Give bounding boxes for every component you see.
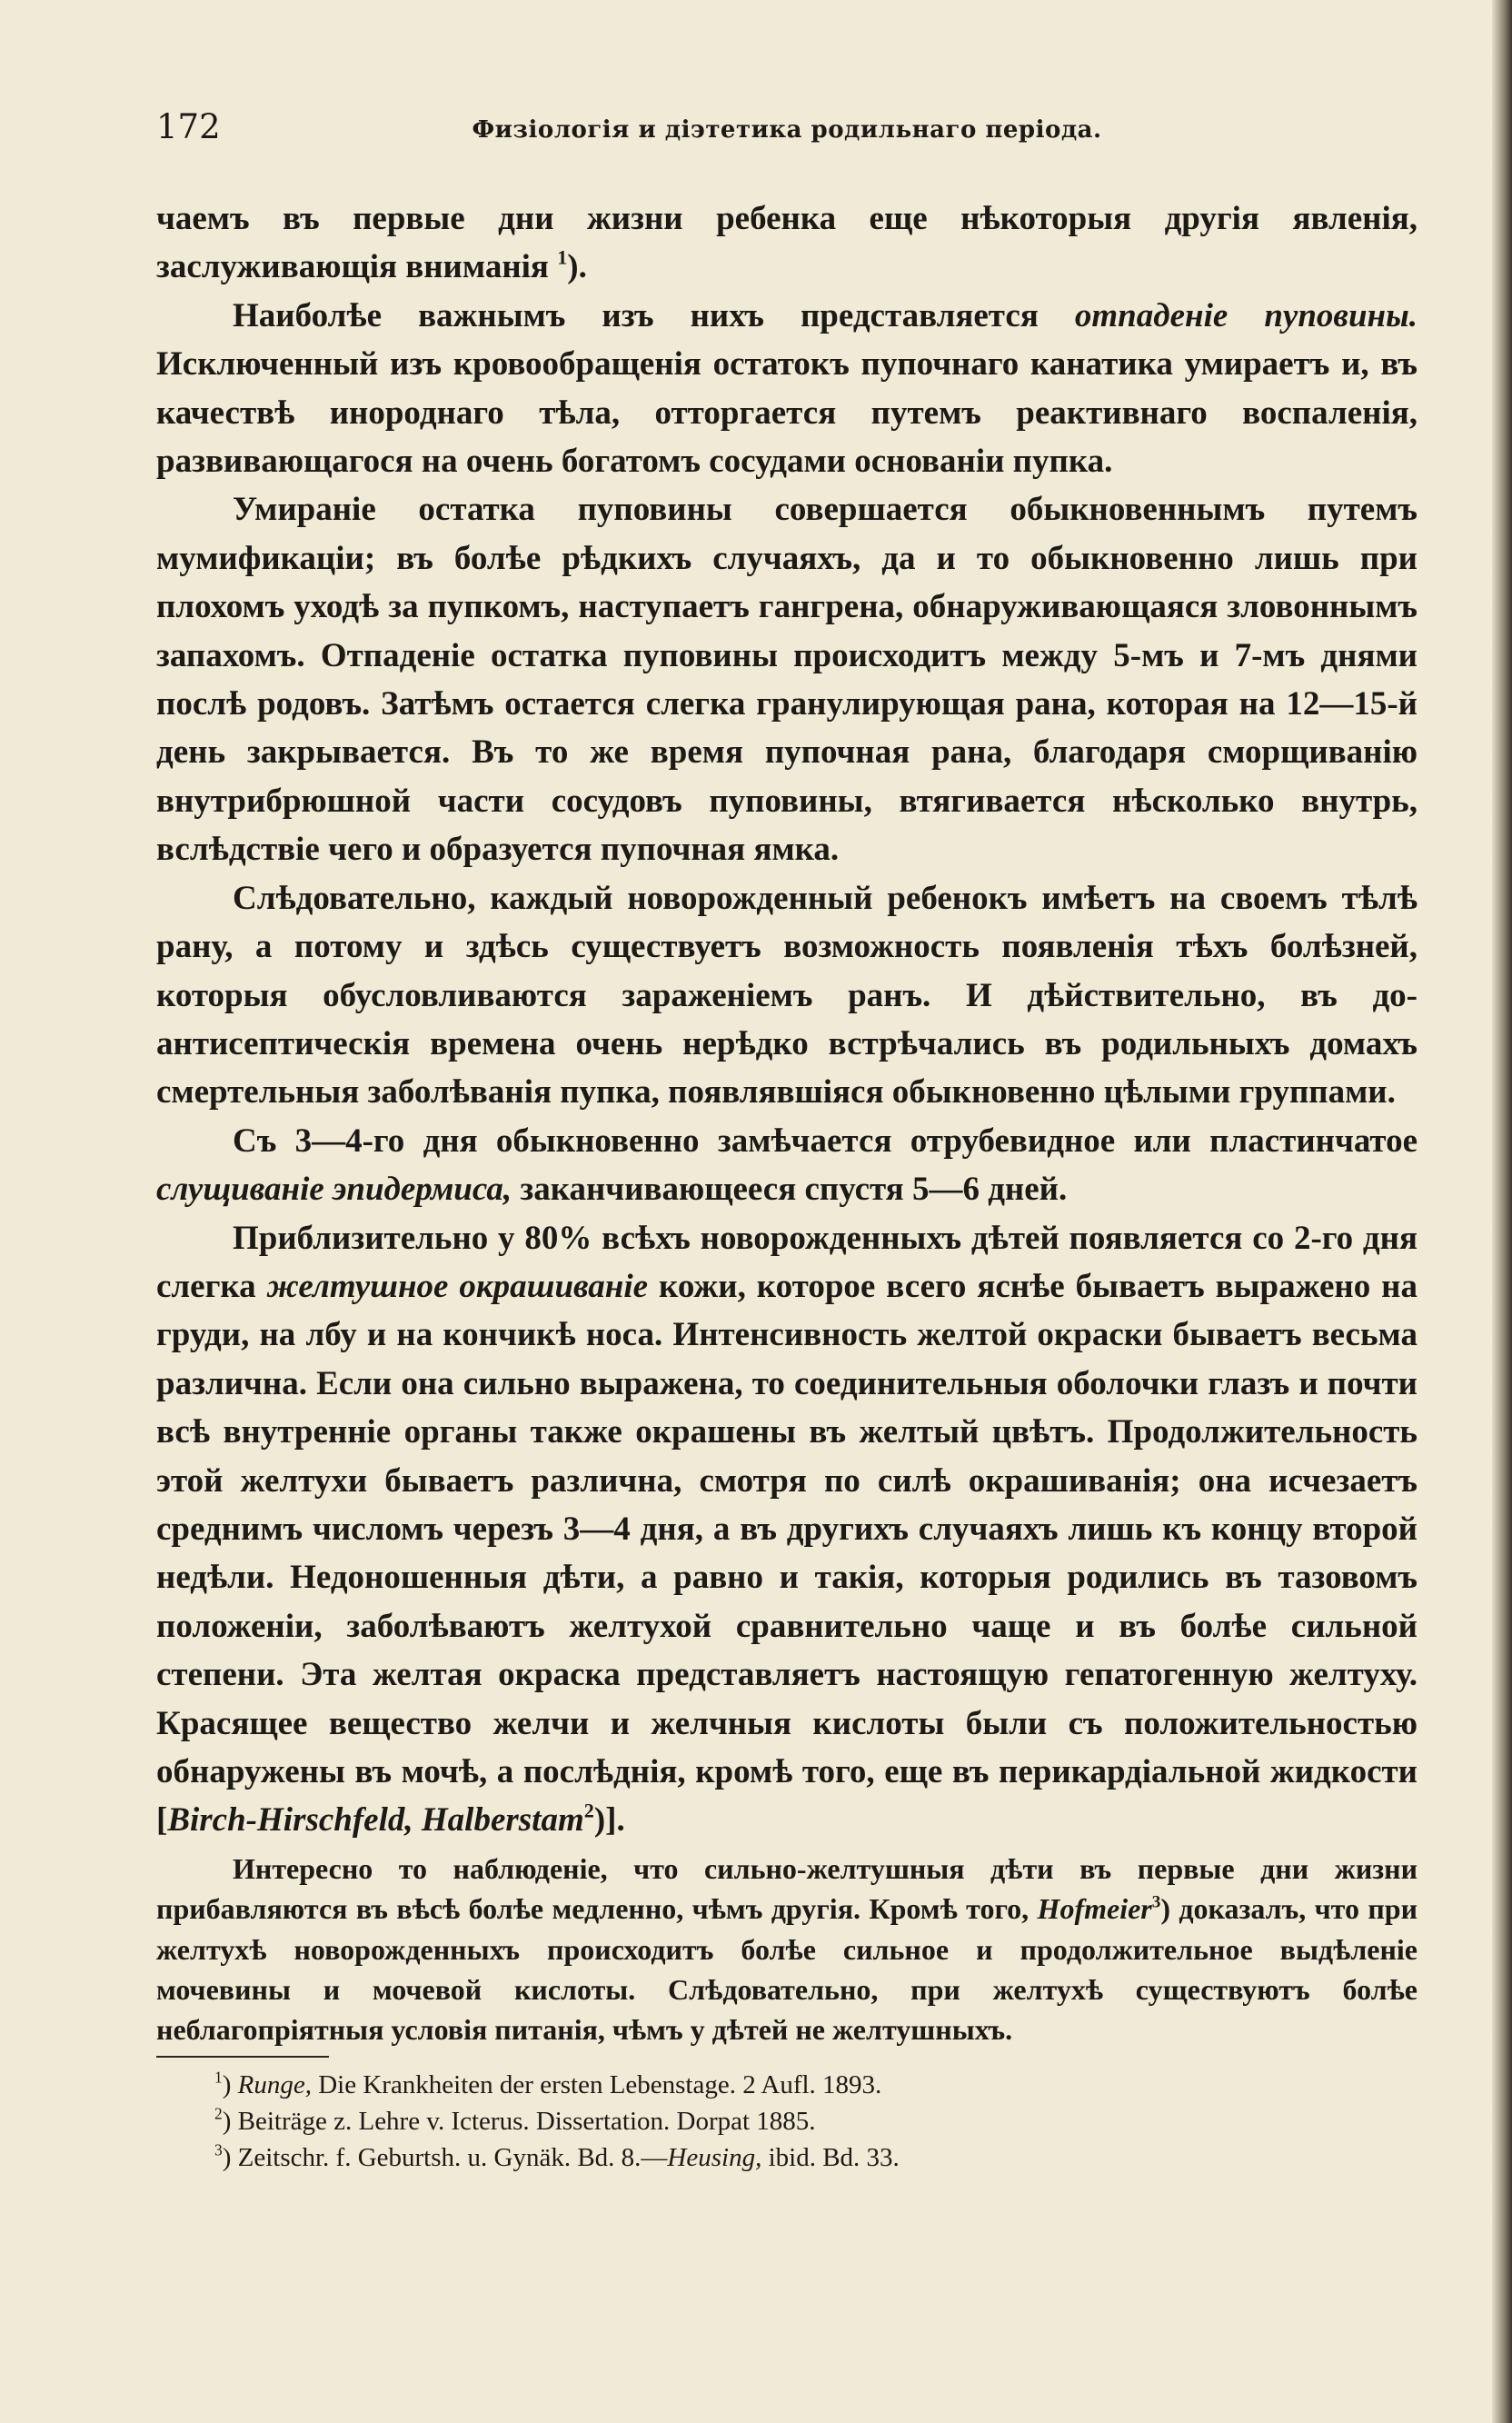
footnote-ref-3: 3 (1151, 1892, 1161, 1912)
paragraph-continuation: чаемъ въ первые дни жизни ребенка еще нѣкоторыя другія явленія, заслуживающія вниманія $^1$). (156, 200, 1418, 286)
book-page (156, 107, 1418, 2176)
emphasis-authors: Birch-Hirschfeld, Halberstam (167, 1801, 584, 1840)
footnote-ref-2: 2 (583, 1799, 594, 1822)
paragraph-mummification: Умираніе остатка пуповины совершается обыкновеннымъ путемъ мумификаціи; въ болѣе рѣдкихъ случаяхъ, да и то обыкновенно лишь при плохомъ уходѣ за пупкомъ, наступаетъ гангрена, обнаруживающаяся зловоннымъ запахомъ. Отпаденіе остатка пуповины происходитъ между 5-мъ и 7-мъ днями послѣ родовъ. Затѣмъ остается слегка гранулирующая рана, которая на 12—15-й день закрывается. Въ то же время пупочная рана, благодаря сморщиванію внутрибрюшной части сосудовъ пуповины, втягивается нѣсколько внутрь, вслѣдствіе чего и образуется пупочная ямка. (156, 491, 1418, 869)
scan-edge-shadow (1492, 0, 1512, 2423)
emphasis-author: Hofmeier (1037, 1892, 1152, 1926)
footnote-3: $^3$) Zeitschr. f. Geburtsh. u. Gynäk. Bd. 8.—Heusing, ibid. Bd. 33. (214, 2140, 900, 2172)
running-head (156, 107, 1418, 158)
footnote-ref-1: 1 (557, 245, 568, 269)
paragraph-umbilical-cord: Наиболѣе важнымъ изъ нихъ представляется отпаденіе пуповины. Исключенный изъ кровообращенія остатокъ пупочнаго канатика умираетъ и, въ качествѣ инороднаго тѣла, отторгается путемъ реактивнаго воспаленія, развивающагося на очень богатомъ сосудами основаніи пупка. (156, 296, 1418, 481)
emphasis-term: слущиваніе эпидермиса, (156, 1171, 512, 1209)
footnote-1: $^1$) Runge, Die Krankheiten der ersten Lebenstage. 2 Aufl. 1893. (214, 2068, 882, 2099)
paragraph-epidermis: Съ 3—4-го дня обыкновенно замѣчается отрубевидное или пластинчатое слущиваніе эпидермиса, заканчивающееся спустя 5—6 дней. (156, 1122, 1418, 1209)
running-title: Физіологія и діэтетика родильнаго періода. (472, 116, 1102, 144)
main-text (156, 194, 1418, 1845)
paragraph-wound: Слѣдовательно, каждый новорожденный ребенокъ имѣетъ на своемъ тѣлѣ рану, а потому и здѣсь существуетъ возможность появленія тѣхъ болѣзней, которыя обусловливаются зараженіемъ ранъ. И дѣйствительно, въ до-антисептическія времена очень нерѣдко встрѣчались въ родильныхъ домахъ смертельныя заболѣванія пупка, появлявшіяся обыкновенно цѣлыми группами. (156, 879, 1418, 1112)
emphasis-term: желтушное окрашиваніе (266, 1267, 649, 1305)
paragraph-jaundice: Приблизительно у 80% всѣхъ новорожденныхъ дѣтей появляется со 2-го дня слегка желтушное окрашиваніе кожи, которое всего яснѣе бываетъ выражено на груди, на лбу и на кончикѣ носа. Интенсивность желтой окраски бываетъ весьма различна. Если она сильно выражена, то соединительныя оболочки глазъ и почти всѣ внутренніе органы также окрашены въ желтый цвѣтъ. Продолжительность этой желтухи бываетъ различна, смотря по силѣ окрашиванія; она исчезаетъ среднимъ числомъ черезъ 3—4 дня, а въ другихъ случаяхъ лишь къ концу второй недѣли. Недоношенныя дѣти, а равно и такія, которыя родились въ тазовомъ положеніи, заболѣваютъ желтухой сравнительно чаще и въ болѣе сильной степени. Эта желтая окраска представляетъ настоящую гепатогенную желтуху. Красящее вещество желчи и желчныя кислоты были съ положительностью обнаружены въ мочѣ, а послѣднія, кромѣ того, еще въ перикардіальной жидкости [Birch-Hirschfeld, Halberstam$^2$)]. (156, 1219, 1418, 1840)
emphasis-term: отпаденіе пуповины. (1074, 296, 1418, 334)
footnotes (156, 2067, 1418, 2176)
footnote-2: $^2$) Beiträge z. Lehre v. Icterus. Dissertation. Dorpat 1885. (214, 2104, 816, 2136)
footnote-divider (156, 2056, 329, 2058)
small-print-paragraph: Интересно то наблюденіе, что сильно-желтушныя дѣти въ первые дни жизни прибавляются въ вѣсѣ болѣе медленно, чѣмъ другія. Кромѣ того, Hofmeier$^3$) доказалъ, что при желтухѣ новорожденныхъ происходитъ болѣе сильное и продолжительное выдѣленіе мочевины и мочевой кислоты. Слѣдовательно, при желтухѣ существуютъ болѣе неблагопріятныя условія питанія, чѣмъ у дѣтей не желтушныхъ. (156, 1851, 1418, 2047)
page-number: 172 (156, 107, 221, 146)
